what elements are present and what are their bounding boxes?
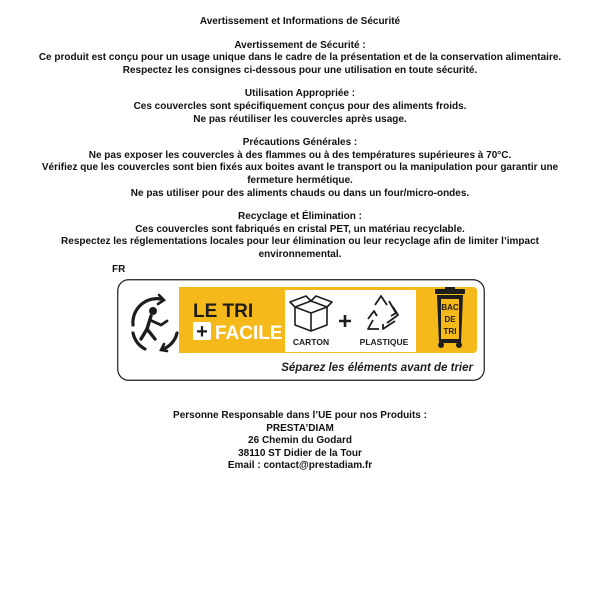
section-text: Vérifiez que les couvercles sont bien fixés aux boites avant le transport ou la manipulation pour garantir une bbox=[41, 162, 559, 174]
safety-document bbox=[0, 0, 600, 262]
section-text: environnemental. bbox=[258, 248, 342, 260]
brand-line-2: FACILE bbox=[215, 323, 283, 344]
street-address: 26 Chemin du Godard bbox=[248, 435, 352, 447]
brand-line-1: LE TRI bbox=[193, 301, 254, 322]
bin-text-3: TRI bbox=[443, 327, 457, 336]
section-text: fermeture hermétique. bbox=[247, 174, 353, 186]
responsible-heading: Personne Responsable dans l’UE pour nos Produits : bbox=[173, 410, 427, 421]
bin-text-1: BAC bbox=[441, 303, 459, 312]
section-text: Ne pas exposer les couvercles à des flammes ou à des températures supérieures à 70°C. bbox=[88, 149, 512, 161]
section-text: Ne pas réutiliser les couvercles après usage. bbox=[193, 113, 407, 125]
sorting-instruction: Séparez les éléments avant de trier bbox=[281, 362, 473, 374]
triman-recycling-label bbox=[117, 279, 485, 381]
item-carton-label: CARTON bbox=[292, 337, 330, 347]
section-text: Ce produit est conçu pour un usage unique dans le cadre de la présentation et de la conservation alimentaire. bbox=[38, 52, 562, 64]
document-title: Avertissement et Informations de Sécurité bbox=[199, 16, 401, 27]
section-heading-precautions: Précautions Générales : bbox=[242, 137, 358, 149]
section-text: Respectez les réglementations locales pour leur élimination ou leur recyclage afin de limiter l’impact bbox=[61, 236, 539, 248]
company-name: PRESTA’DIAM bbox=[266, 422, 334, 434]
bin-text-2: DE bbox=[444, 315, 456, 324]
sorting-bin-icon bbox=[435, 287, 465, 348]
section-text: Ces couvercles sont fabriqués en cristal PET, un matériau recyclable. bbox=[135, 223, 465, 235]
section-text: Respectez les consignes ci-dessous pour une utilisation en toute sécurité. bbox=[122, 64, 478, 76]
section-heading-recycling: Recyclage et Élimination : bbox=[238, 211, 362, 223]
contact-email: Email : contact@prestadiam.fr bbox=[227, 460, 373, 472]
responsible-person-block bbox=[0, 410, 600, 473]
brand-plus: + bbox=[196, 321, 208, 343]
city-address: 38110 ST Didier de la Tour bbox=[238, 447, 362, 459]
country-code: FR bbox=[112, 264, 126, 275]
section-heading-warning: Avertissement de Sécurité : bbox=[234, 39, 366, 51]
section-heading-usage: Utilisation Appropriée : bbox=[244, 88, 356, 100]
section-text: Ne pas utiliser pour des aliments chauds ou dans un four/micro-ondes. bbox=[130, 187, 470, 199]
section-text: Ces couvercles sont spécifiquement conçus pour des aliments froids. bbox=[133, 100, 467, 112]
item-plastique-label: PLASTIQUE bbox=[359, 337, 409, 347]
